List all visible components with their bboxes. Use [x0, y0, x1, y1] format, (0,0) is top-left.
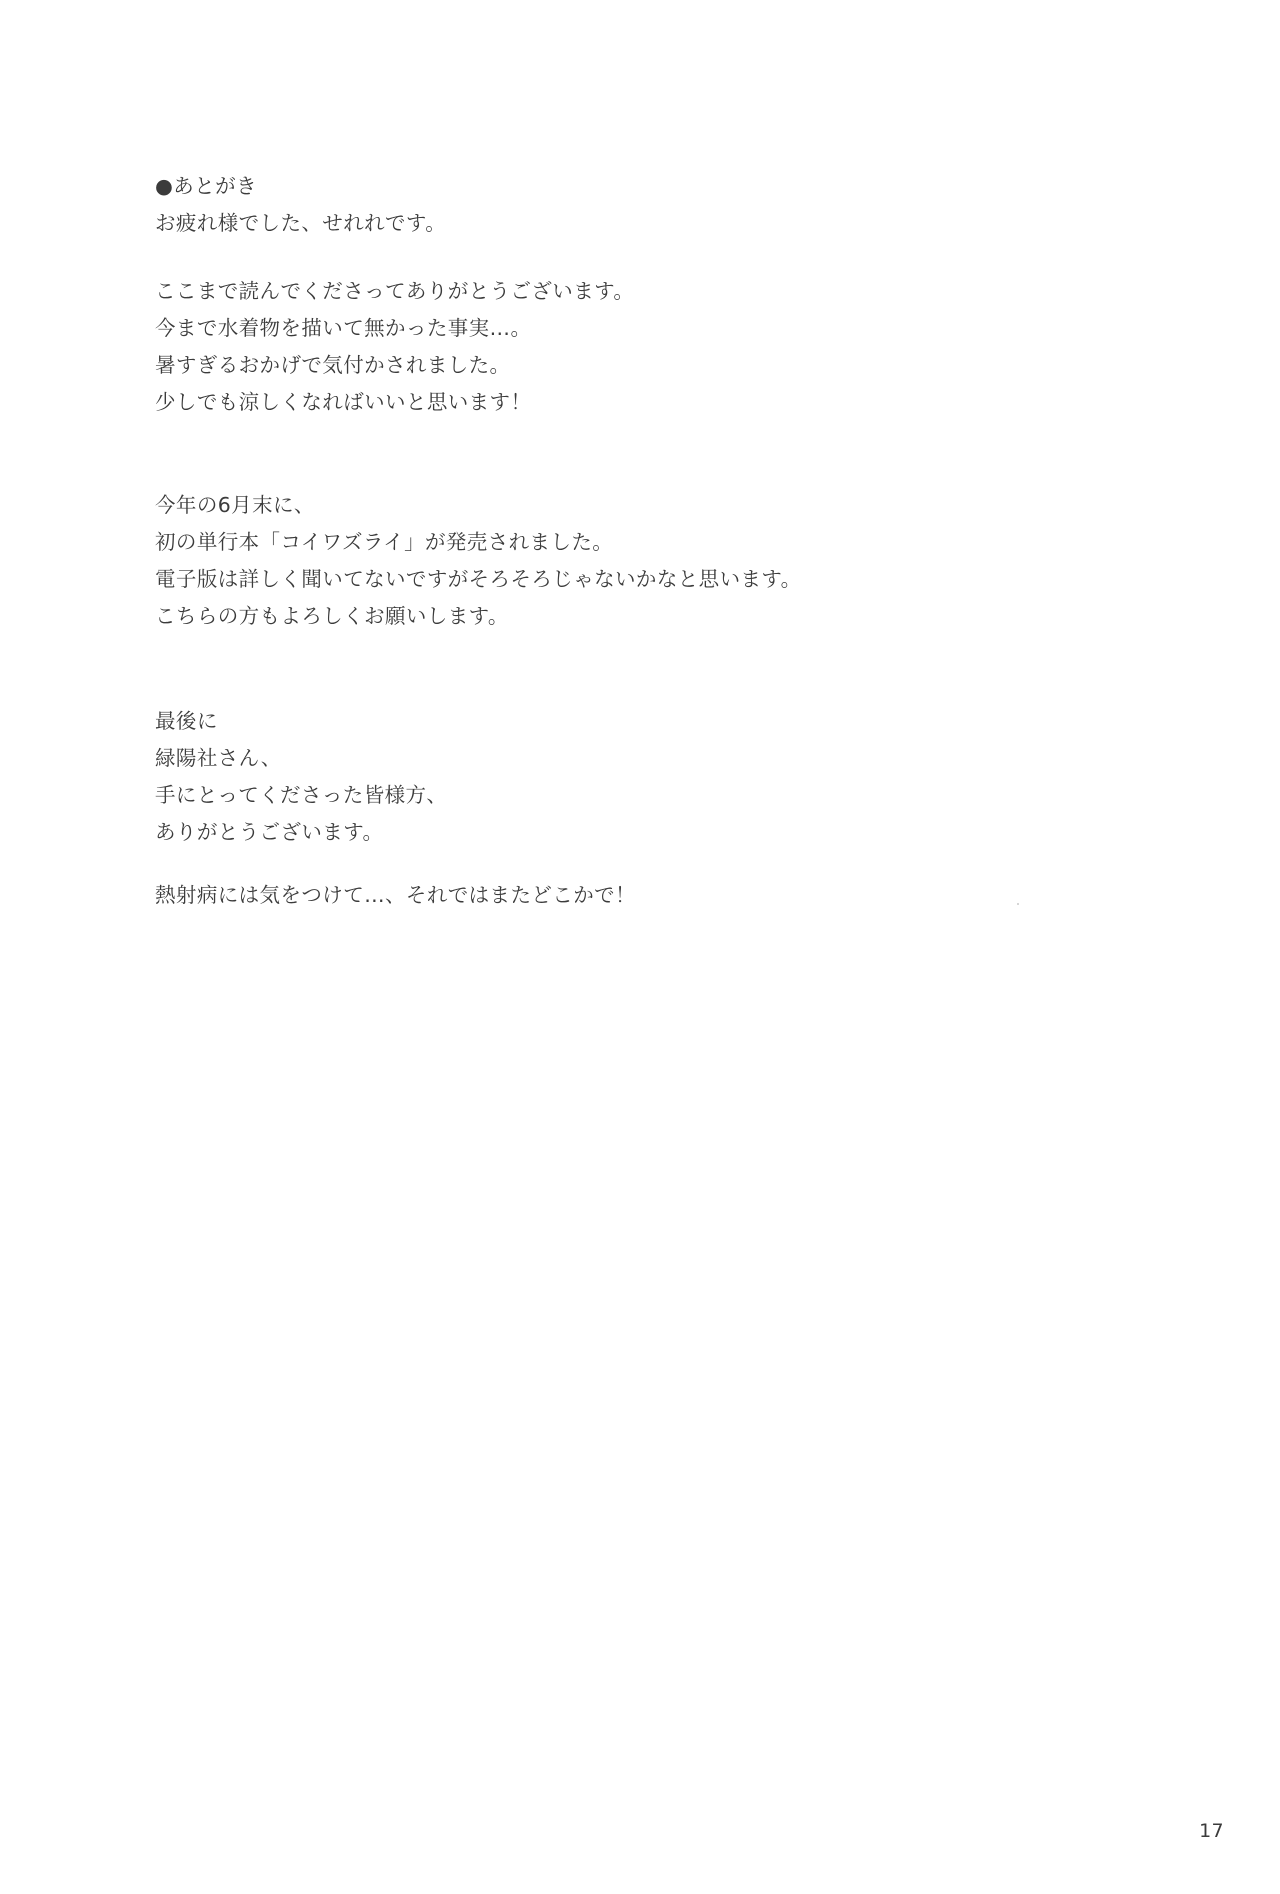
- announcement-block: [155, 487, 1055, 635]
- afterword-heading: ●あとがき: [155, 174, 257, 198]
- paragraph-spacer-2: [155, 421, 1055, 487]
- closing-line-1: 熱射病には気をつけて…、それではまたどこかで！: [155, 883, 636, 907]
- greeting-line-1: お疲れ様でした、せれれです。: [155, 211, 447, 235]
- thanks-block: [155, 273, 1055, 421]
- thanks-line-3: 暑すぎるおかげで気付かされました。: [155, 353, 511, 377]
- announcement-line-2: 初の単行本「コイワズライ」が発売されました。: [155, 530, 614, 554]
- announcement-line-1: 今年の6月末に、: [155, 493, 315, 517]
- thanks-line-2: 今まで水着物を描いて無かった事実…。: [155, 316, 532, 340]
- credits-block: [155, 703, 1055, 851]
- credits-line-1: 最後に: [155, 709, 218, 733]
- credits-line-2: 緑陽社さん、: [155, 746, 282, 770]
- thanks-line-1: ここまで読んでくださってありがとうございます。: [155, 279, 635, 303]
- announcement-line-4: こちらの方もよろしくお願いします。: [155, 604, 509, 628]
- closing-block: [155, 877, 1055, 914]
- announcement-line-3: 電子版は詳しく聞いてないですがそろそろじゃないかなと思います。: [155, 567, 802, 591]
- thanks-line-4: 少しでも涼しくなればいいと思います！: [155, 390, 532, 414]
- afterword-heading-block: [155, 168, 1055, 242]
- credits-line-4: ありがとうございます。: [155, 820, 384, 844]
- credits-line-3: 手にとってくださった皆様方、: [155, 783, 448, 807]
- page-speck: [1017, 903, 1019, 905]
- paragraph-spacer-4: [155, 851, 1055, 877]
- paragraph-spacer-3: [155, 635, 1055, 703]
- page-number: 17: [1199, 1820, 1224, 1842]
- afterword-section: [155, 168, 1055, 914]
- paragraph-spacer-1: [155, 242, 1055, 273]
